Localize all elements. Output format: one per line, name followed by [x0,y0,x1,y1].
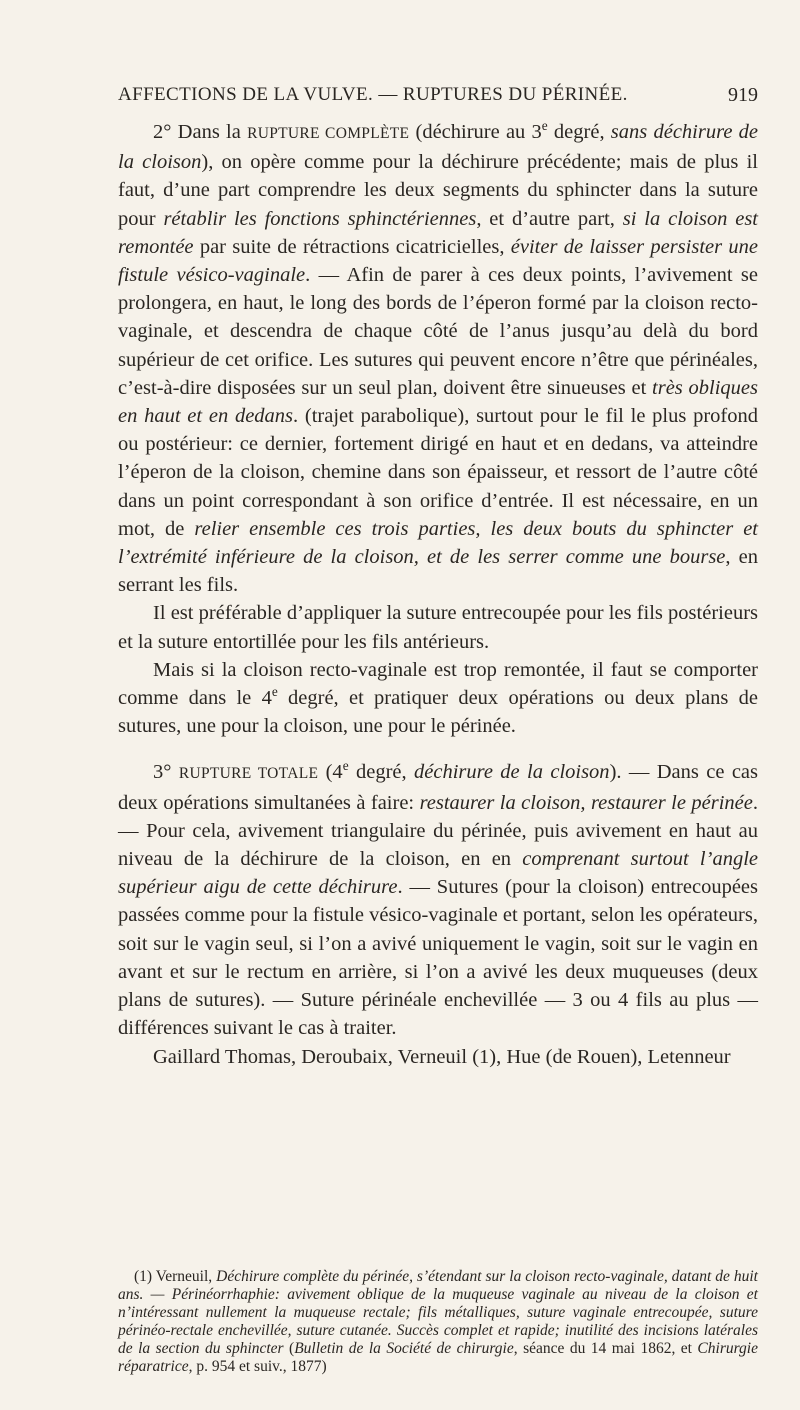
text-run: . — Sutures (pour la cloison) entrecoupées passées comme pour la fistule vésico-vaginale et portant, selon les opérateurs, soit sur le vagin seul, si l’on a avivé uniquement le vagin, soit sur le vagin en avant et sur le rectum en arrière, si l’on a avivé les deux muqueuses (deux plans de sutures). — Suture périnéale enchevillée — 3 ou 4 fils au plus — différences suivant le cas à traiter. [118,876,758,1040]
footnote [118,1268,758,1376]
italic-text: déchirure de la cloison [414,761,610,784]
body-text [118,118,758,1071]
italic-text: sans déchirure de la cloison [118,121,758,174]
small-caps-heading: RUPTURE TOTALE [178,765,319,783]
superscript: e [271,684,278,700]
text-run: . — Afin de parer à ces deux points, l’avivement se prolongera, en haut, le long des bords de l’éperon formé par la cloison recto-vaginale, et descendra de chaque côté de l’anus jusqu’au delà du bord supérieur de cet orifice. Les sutures qui peuvent encore n’être que périnéales, c’est-à-dire disposées sur un seul plan, doivent être sinueuses et [118,264,759,399]
text-run: (4 [318,761,343,784]
paragraph [118,118,758,599]
text-run: , et d’autre part, [476,207,623,230]
text-run: Mais si la cloison recto-vaginale est trop remontée, il faut se comporter comme dans le 4 [118,658,758,710]
text-run: . — Pour cela, avivement triangulaire du périnée, puis avivement en haut au niveau de la déchirure de la cloison, en en [118,791,758,871]
text-run: (déchirure au 3 [409,121,542,143]
running-title: AFFECTIONS DE LA VULVE. — RUPTURES DU PÉRINÉE. [118,84,628,105]
text-run: par suite de rétractions cicatricielles, [193,235,511,258]
small-caps-heading: RUPTURE COMPLÈTE [247,125,410,142]
text-run: 2° Dans la [153,121,248,143]
text-run: , en serrant les fils. [118,546,758,597]
text-run: . (trajet parabolique), surtout pour le fil le plus profond ou postérieur: ce dernier, fortement dirigé en haut et en dedans, va atteindre l’éperon de la cloison, chemine dans son épaisseur, et ressort de l’autre côté dans un point correspondant à son orifice d’entrée. Il est nécessaire, en un mot, de [118,405,758,540]
text-run: Gaillard Thomas, Deroubaix, Verneuil (1), Hue (de Rouen), Letenneur [153,1045,731,1068]
text-run: ( [283,1340,295,1357]
text-run: 3° [153,761,179,784]
text-run: ). — Dans ce cas deux opérations simultanées à faire: [118,761,758,814]
italic-text: rétablir les fonctions sphinctériennes [163,207,477,230]
footnote-paragraph [118,1268,758,1376]
italic-text: restaurer la cloison, restaurer le périnée [419,791,753,814]
text-run: (1) Verneuil, [134,1268,217,1285]
text-run: , séance du 14 mai 1862, et [513,1340,698,1357]
italic-text: très obliques en haut et en dedans [118,376,759,428]
superscript: e [541,118,548,134]
text-run: degré, et pratiquer deux opérations ou deux plans de sutures, une pour la cloison, une pour le périnée. [118,687,758,738]
text-run: degré, [547,121,611,143]
italic-text: si la cloison est remontée [118,207,758,258]
superscript: e [342,758,349,774]
text-run: Il est préférable d’appliquer la suture entrecoupée pour les fils postérieurs et la suture entortillée pour les fils antérieurs. [118,602,758,653]
paragraph [118,599,758,655]
paragraph [118,656,758,741]
italic-text: Bulletin de la Société de chirurgie [294,1340,514,1357]
italic-text: Chirurgie réparatrice [118,1340,758,1375]
page-header [118,84,758,110]
italic-text: Déchirure complète du périnée, s’étendant sur la cloison recto-vaginale, datant de huit ans. — Périnéorrhaphie: avivement oblique de la muqueuse vaginale au niveau de la cloison et n’intéressant nullement la muqueuse rectale; fils métalliques, suture vaginale entrecoupée, suture périnéo-rectale enchevillée, suture cutanée. Succès complet et rapide; inutilité des incisions latérales de la section du sphincter [118,1268,758,1357]
page-number: 919 [728,84,758,106]
italic-text: relier ensemble ces trois parties, les deux bouts du sphincter et l’extrémité inférieure de la cloison, et de les serrer comme une bourse [118,517,758,569]
italic-text: éviter de laisser persister une fistule vésico-vaginale [118,235,758,287]
text-run: degré, [348,761,414,784]
text-run: , p. 954 et suiv., 1877) [188,1358,327,1375]
paragraph [118,1043,758,1071]
text-run: ), on opère comme pour la déchirure précédente; mais de plus il faut, d’une part comprendre les deux segments du sphincter dans la suture pour [118,151,758,230]
italic-text: comprenant surtout l’angle supérieur aigu de cette déchirure [118,848,758,899]
paragraph [118,758,758,1042]
